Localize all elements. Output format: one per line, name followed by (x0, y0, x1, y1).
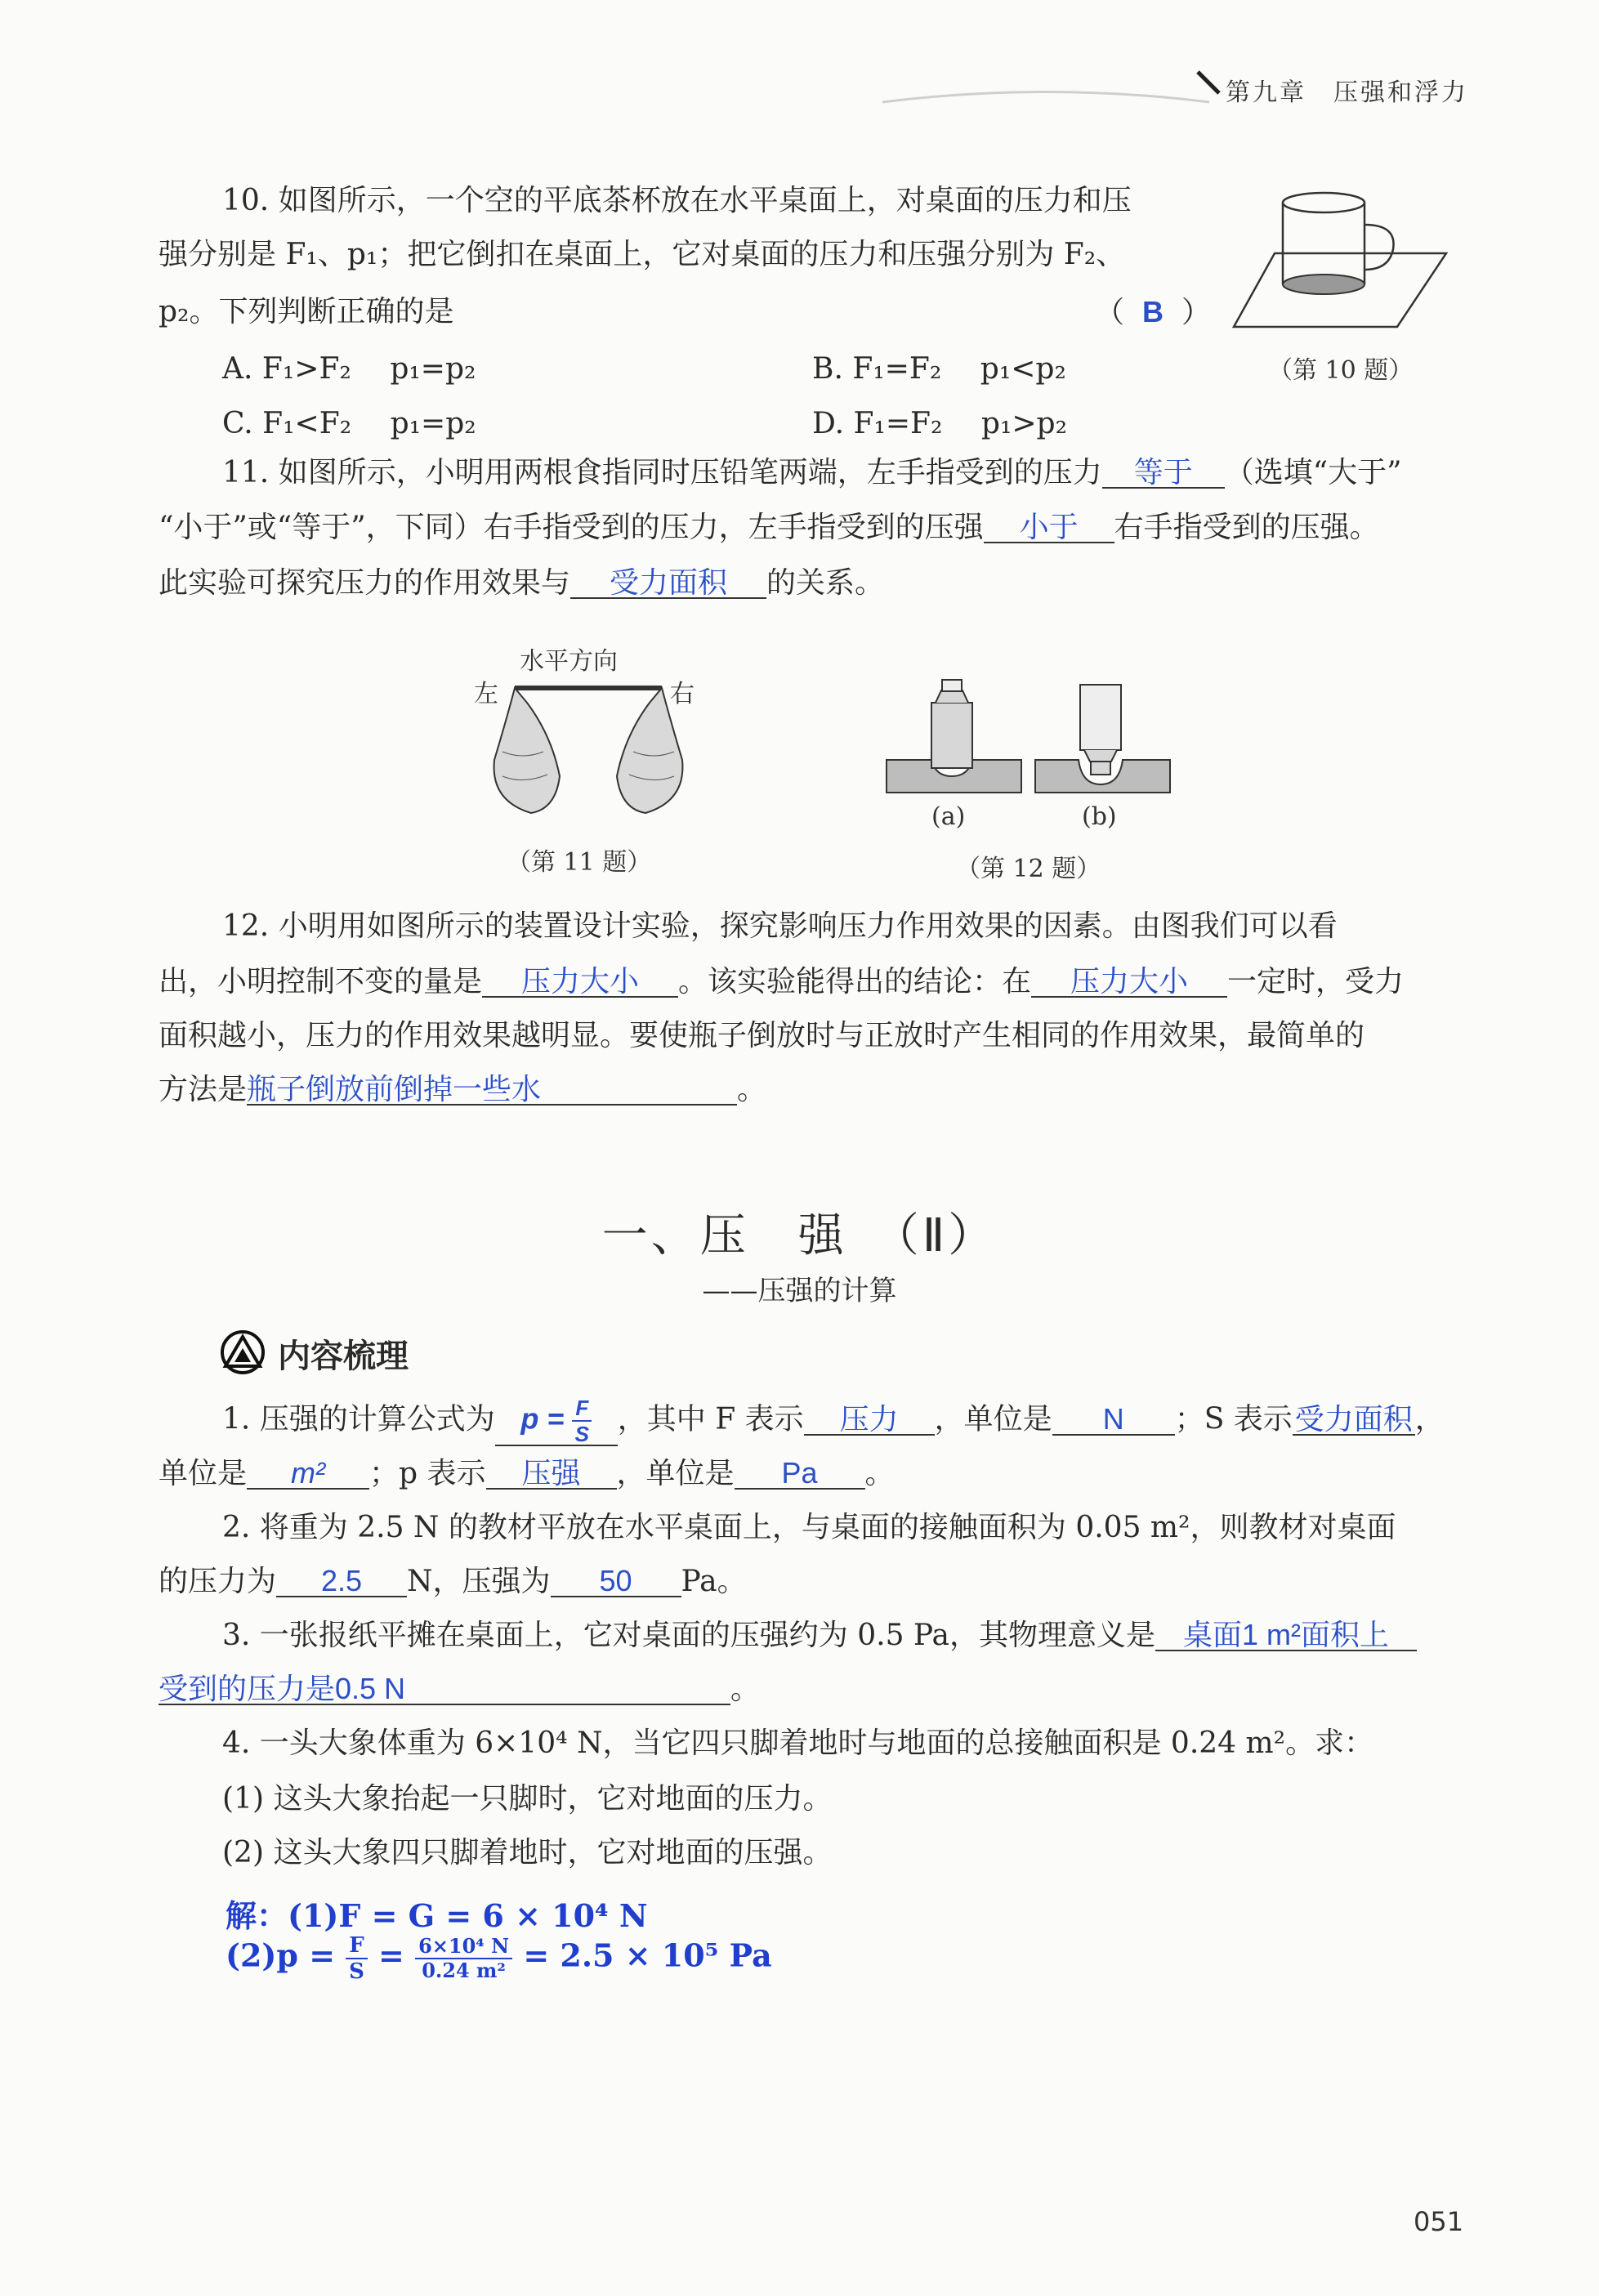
p3-blank2: 受到的压力是0.5 N (159, 1674, 730, 1705)
review-title: 内容梳理 (278, 1338, 409, 1375)
q10-line2: 强分别是 F₁、p₁；把它倒扣在桌面上，它对桌面的压力和压强分别为 F₂、 (159, 238, 1126, 271)
p1-line2: 单位是 m² ；p 表示 压强 ，单位是 Pa 。 (159, 1456, 895, 1490)
pencil-icon (1193, 67, 1226, 100)
q11-line3: 此实验可探究压力的作用效果与 受力面积 的关系。 (159, 565, 885, 600)
p4-solution-2: (2)p = $\frac{F}{S}$ = $\frac{\text{6×10⁴ N}}{\text{0.24 m²}}$ = 2.5 × 10⁵ Pa (226, 1933, 772, 1984)
q10-option-a: A. F₁>F₂ p₁=p₂ (222, 352, 476, 386)
q10-option-d: D. F₁=F₂ p₁>p₂ (812, 407, 1068, 440)
p4-line3: (2) 这头大象四只脚着地时，它对地面的压强。 (222, 1836, 833, 1869)
p2-blank2: 50 (551, 1566, 681, 1597)
q10-answer: B (1142, 295, 1164, 328)
q10-option-b: B. F₁=F₂ p₁<p₂ (812, 352, 1066, 386)
q10-option-c: C. F₁<F₂ p₁=p₂ (222, 407, 476, 440)
p2-line1: 2. 将重为 2.5 N 的教材平放在水平桌面上，与桌面的接触面积为 0.05 m²，则教材对桌面 (222, 1511, 1396, 1544)
q11-caption: （第 11 题） (507, 848, 652, 877)
q12-bottle-b (1031, 670, 1178, 801)
p1-blank-m2: m² (247, 1458, 369, 1490)
p1-blank-area: 受力面积 (1293, 1405, 1415, 1436)
p3-blank1: 桌面1 m²面积上 (1155, 1620, 1417, 1651)
q12-caption: （第 12 题） (956, 855, 1101, 883)
p4-line2: (1) 这头大象抬起一只脚时，它对地面的压力。 (222, 1782, 833, 1816)
p2-blank1: 2.5 (276, 1566, 407, 1597)
q10-line3: p₂。下列判断正确的是 (159, 295, 454, 328)
q11-blank3: 受力面积 (570, 568, 766, 599)
q12-line4: 方法是瓶子倒放前倒掉一些水 。 (159, 1072, 767, 1106)
p1-line1: 1. 压强的计算公式为 p = $\frac{F}{S}$ ，其中 F 表示 压力 ，单位是 N ；S 表示受力面积， (222, 1396, 1445, 1446)
p3-line2: 受到的压力是0.5 N 。 (159, 1672, 761, 1706)
q10-answer-paren: （ B ） (1095, 295, 1212, 329)
q11-blank2: 小于 (984, 512, 1114, 543)
q12-line2: 出，小明控制不变的量是 压力大小 。该实验能得出的结论：在 压力大小 一定时，受力 (159, 964, 1405, 998)
section-title: 一、压 强 （Ⅱ） (601, 1209, 998, 1262)
review-triangle-icon (217, 1329, 268, 1374)
q11-line1: 11. 如图所示，小明用两根食指同时压铅笔两端，左手指受到的压力 等于 （选填“大于” (222, 455, 1402, 489)
q12-blank3: 瓶子倒放前倒掉一些水 (247, 1074, 737, 1106)
q12-line1: 12. 小明用如图所示的装置设计实验，探究影响压力作用效果的因素。由图我们可以看 (222, 909, 1338, 943)
q12-bottle-a (882, 670, 1030, 801)
q12-blank2: 压力大小 (1031, 967, 1227, 998)
header-decoration (882, 65, 1226, 114)
q12-label-b: (b) (1082, 802, 1117, 831)
q12-line3: 面积越小，压力的作用效果越明显。要使瓶子倒放时与正放时产生相同的作用效果，最简单的 (159, 1019, 1365, 1052)
section-subtitle: ——压强的计算 (702, 1275, 897, 1307)
q10-cup-figure (1226, 188, 1454, 335)
chapter-header: 第九章 压强和浮力 (1226, 78, 1468, 107)
p1-blank-pa: Pa (735, 1458, 865, 1490)
q12-blank1: 压力大小 (482, 967, 678, 998)
p1-blank-n: N (1052, 1405, 1175, 1436)
q10-caption: （第 10 题） (1268, 356, 1414, 385)
p1-blank-p: 压强 (486, 1458, 617, 1490)
q11-label-left: 左 (474, 680, 498, 708)
p4-line1: 4. 一头大象体重为 6×10⁴ N，当它四只脚着地时与地面的总接触面积是 0.24 m²。求： (222, 1726, 1374, 1760)
q11-blank1: 等于 (1102, 458, 1225, 489)
page-number: 051 (1414, 2206, 1464, 2237)
p2-line2: 的压力为 2.5 N，压强为 50 Pa。 (159, 1564, 747, 1598)
q10-line1: 10. 如图所示，一个空的平底茶杯放在水平桌面上，对桌面的压力和压 (222, 184, 1132, 217)
q11-label-right: 右 (670, 680, 695, 708)
q11-line2: “小于”或“等于”，下同）右手指受到的压力，左手指受到的压强 小于 右手指受到的压强。 (159, 510, 1379, 544)
q11-label-top: 水平方向 (520, 647, 618, 676)
p1-formula: p = $\frac{F}{S}$ (495, 1397, 618, 1446)
p3-line1: 3. 一张报纸平摊在桌面上，它对桌面的压强约为 0.5 Pa，其物理意义是 桌面1 m²面积上 (222, 1618, 1417, 1654)
q12-label-a: (a) (931, 802, 966, 831)
p4-solution-1: 解：(1)F = G = 6 × 10⁴ N (226, 1897, 648, 1934)
p1-blank-force: 压力 (804, 1405, 935, 1436)
